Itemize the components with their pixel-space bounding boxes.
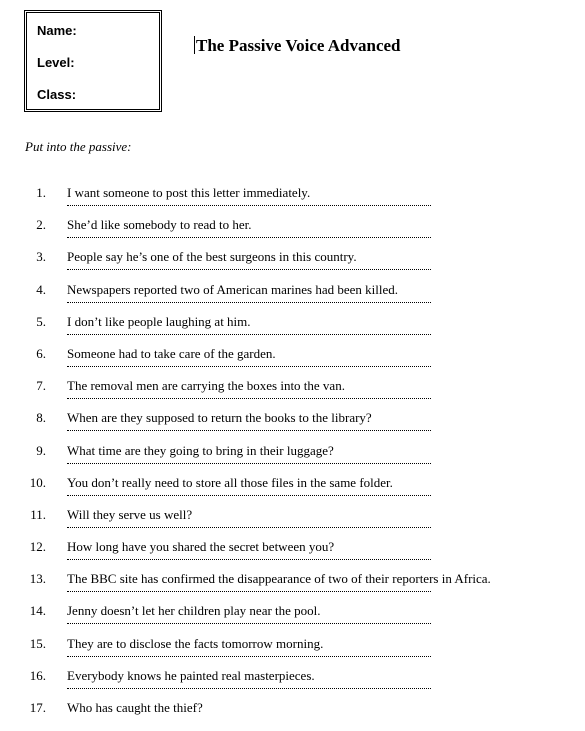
exercise-number: 8. [36, 410, 46, 426]
exercise-sentence: People say he’s one of the best surgeons in this country. [67, 249, 357, 265]
page-title-text: The Passive Voice Advanced [196, 36, 401, 55]
exercise-item [0, 699, 585, 731]
exercise-number: 3. [36, 249, 46, 265]
exercise-list [0, 184, 585, 731]
exercise-number: 9. [36, 442, 46, 458]
exercise-item [0, 667, 585, 699]
exercise-number: 10. [29, 474, 46, 490]
answer-line[interactable] [67, 269, 431, 270]
exercise-sentence: Newspapers reported two of American marines had been killed. [67, 281, 399, 297]
exercise-sentence: Everybody knows he painted real masterpieces. [67, 667, 315, 683]
exercise-sentence: They are to disclose the facts tomorrow morning. [67, 635, 324, 651]
exercise-number: 11. [30, 506, 46, 522]
answer-line[interactable] [67, 559, 431, 560]
exercise-number: 1. [36, 185, 46, 200]
exercise-number: 16. [29, 667, 46, 683]
exercise-sentence: You don’t really need to store all those files in the same folder. [67, 474, 393, 490]
exercise-item [0, 216, 585, 248]
exercise-item [0, 313, 585, 345]
exercise-number: 15. [29, 635, 46, 651]
exercise-item [0, 281, 585, 313]
answer-line[interactable] [67, 591, 431, 592]
answer-line[interactable] [67, 334, 431, 335]
exercise-sentence: Will they serve us well? [67, 506, 193, 522]
exercise-number: 5. [36, 313, 46, 329]
exercise-item [0, 506, 585, 538]
exercise-number: 17. [29, 700, 46, 715]
answer-line[interactable] [67, 302, 431, 303]
exercise-item [0, 409, 585, 441]
answer-line[interactable] [67, 495, 431, 496]
answer-line[interactable] [67, 623, 431, 624]
exercise-sentence: I want someone to post this letter immediately. [67, 185, 311, 200]
exercise-item [0, 635, 585, 667]
answer-line[interactable] [67, 366, 431, 367]
exercise-item [0, 442, 585, 474]
exercise-sentence: What time are they going to bring in their luggage? [67, 442, 334, 458]
student-info-box [24, 10, 162, 112]
answer-line[interactable] [67, 205, 431, 206]
exercise-sentence: Jenny doesn’t let her children play near the pool. [67, 603, 321, 619]
exercise-item [0, 248, 585, 280]
exercise-sentence: How long have you shared the secret between you? [67, 539, 335, 555]
exercise-item [0, 184, 585, 216]
exercise-item [0, 345, 585, 377]
exercise-sentence: When are they supposed to return the books to the library? [67, 410, 372, 426]
answer-line[interactable] [67, 688, 431, 689]
exercise-number: 12. [29, 539, 46, 555]
exercise-sentence: Someone had to take care of the garden. [67, 345, 276, 361]
class-label: Class: [37, 87, 77, 102]
instruction: Put into the passive: [25, 139, 132, 154]
exercise-number: 2. [36, 217, 46, 233]
exercise-number: 14. [29, 603, 46, 619]
answer-line[interactable] [67, 430, 431, 431]
exercise-item [0, 602, 585, 634]
exercise-item [0, 570, 585, 602]
exercise-sentence: The removal men are carrying the boxes into the van. [67, 378, 345, 394]
exercise-number: 7. [36, 378, 46, 394]
exercise-item [0, 474, 585, 506]
page-title [194, 36, 401, 56]
exercise-number: 6. [36, 345, 46, 361]
exercise-sentence: The BBC site has confirmed the disappearance of two of their reporters in Africa. [67, 571, 491, 587]
level-label: Level: [37, 55, 75, 70]
exercise-sentence: I don’t like people laughing at him. [67, 313, 251, 329]
answer-line[interactable] [67, 527, 431, 528]
exercise-item [0, 377, 585, 409]
exercise-sentence: Who has caught the thief? [67, 700, 203, 715]
answer-line[interactable] [67, 398, 431, 399]
exercise-sentence: She’d like somebody to read to her. [67, 217, 252, 233]
exercise-number: 4. [36, 281, 46, 297]
exercise-item [0, 538, 585, 570]
answer-line[interactable] [67, 237, 431, 238]
text-cursor [194, 36, 195, 54]
answer-line[interactable] [67, 656, 431, 657]
exercise-number: 13. [29, 571, 46, 587]
name-label: Name: [37, 23, 77, 38]
answer-line[interactable] [67, 463, 431, 464]
